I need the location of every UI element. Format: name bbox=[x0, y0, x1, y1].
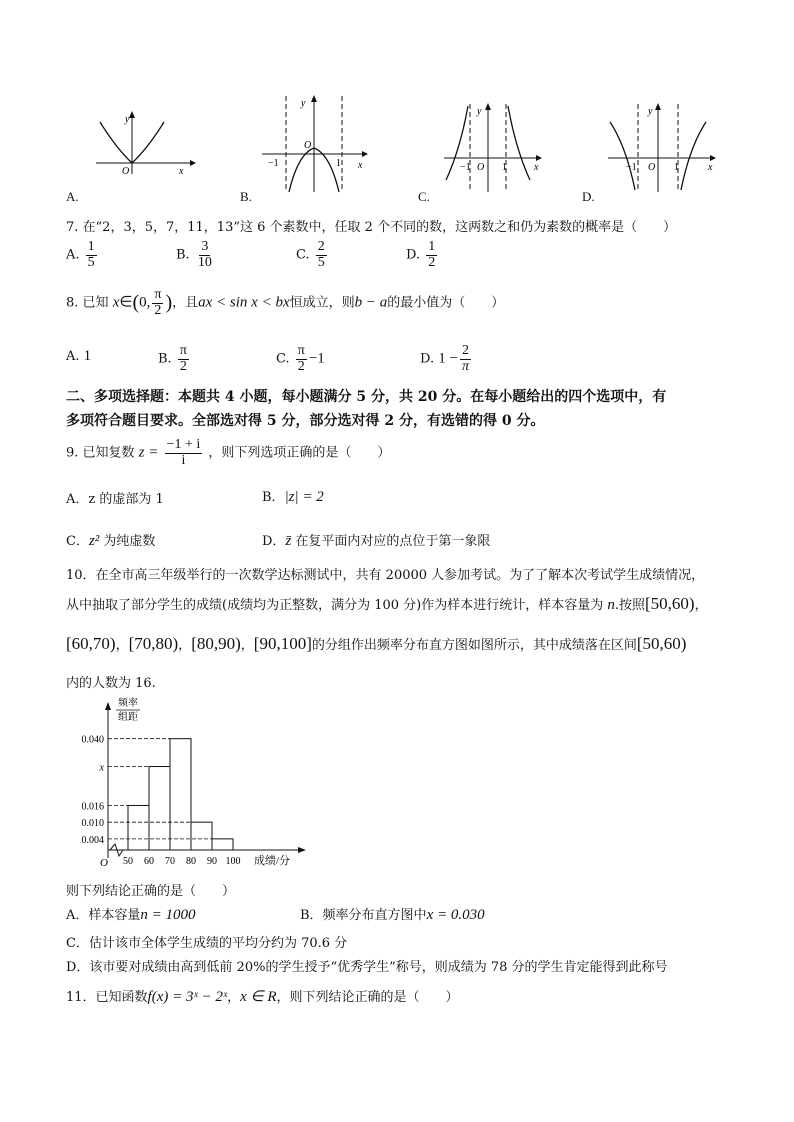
x-tick-label-2: 70 bbox=[165, 856, 175, 867]
q10-interval-50-60: [50,60) bbox=[645, 594, 695, 613]
q8-b-frac bbox=[178, 344, 189, 374]
q8-option-c[interactable] bbox=[276, 344, 325, 374]
q7-c-num: 2 bbox=[317, 239, 325, 254]
y-tick-label-3: 0.010 bbox=[81, 818, 104, 830]
histogram-bar-2 bbox=[170, 739, 191, 850]
q8-b-num: π bbox=[179, 343, 187, 358]
q8-pi: π bbox=[154, 287, 162, 302]
q10-line2d: ， bbox=[694, 598, 708, 613]
q8-a-value: 1 bbox=[83, 348, 92, 364]
q9-c-text: 为纯虚数 bbox=[99, 534, 156, 549]
svg-text:−1: −1 bbox=[460, 162, 471, 173]
svg-text:x: x bbox=[708, 162, 713, 173]
q8-inequality: ax < sin x < bx bbox=[198, 294, 290, 311]
q8-d-label: D. bbox=[420, 351, 435, 367]
q10-line3 bbox=[66, 634, 686, 654]
q9-d-label: D． bbox=[262, 534, 286, 549]
svg-text:y: y bbox=[648, 106, 653, 117]
histogram-bar-3 bbox=[191, 822, 212, 850]
q7-d-den: 2 bbox=[428, 254, 436, 270]
q8-a-label: A. bbox=[66, 349, 80, 364]
q6-label-a[interactable]: A. bbox=[66, 189, 79, 204]
q10-option-b[interactable] bbox=[300, 904, 485, 924]
q9-option-a[interactable]: A．z 的虚部为 1 bbox=[66, 492, 164, 507]
q10-interval-60-70: [60,70) bbox=[66, 634, 116, 653]
q6-label-b[interactable]: B. bbox=[240, 189, 252, 204]
q6-graph-c bbox=[440, 100, 546, 200]
q9-z-eq: z = bbox=[138, 444, 159, 461]
q8-d-frac bbox=[460, 344, 471, 374]
q8-option-b[interactable] bbox=[158, 344, 191, 374]
x-tick-label-3: 80 bbox=[186, 856, 196, 867]
q10-sep2: ， bbox=[178, 638, 192, 653]
q10-after-chart: 则下列结论正确的是（ ） bbox=[66, 884, 236, 899]
q7-option-b-label: B. bbox=[176, 247, 190, 263]
y-axis-arrow bbox=[105, 702, 111, 710]
svg-text:x: x bbox=[534, 162, 539, 173]
svg-text:−1: −1 bbox=[268, 158, 279, 169]
q8-middle: ，且 bbox=[172, 295, 199, 311]
q9-d-text: 在复平面内对应的点位于第一象限 bbox=[291, 534, 491, 549]
q8-d-den: π bbox=[461, 358, 469, 374]
q7-option-d[interactable] bbox=[406, 240, 439, 270]
q7-d-num: 1 bbox=[428, 239, 436, 254]
q7-b-den: 10 bbox=[197, 254, 212, 270]
histogram-svg bbox=[66, 694, 326, 872]
q7-a-num: 1 bbox=[87, 239, 95, 254]
histogram-bar-4 bbox=[212, 839, 233, 850]
q7-option-a[interactable] bbox=[66, 240, 99, 270]
q8-d-num: 2 bbox=[461, 343, 469, 358]
q11-mid: ， bbox=[227, 990, 241, 1005]
q8-suffix2: 的最小值为（ ） bbox=[387, 295, 505, 311]
q10-line3h: 的分组作出频率分布直方图如图所示，其中成绩落在区间 bbox=[311, 638, 637, 653]
q9-suffix: ，则下列选项正确的是（ ） bbox=[208, 445, 391, 461]
q9-c-math: z² bbox=[88, 533, 100, 549]
q7-option-a-label: A. bbox=[66, 247, 80, 263]
svg-text:O: O bbox=[304, 140, 312, 151]
q9-den: i bbox=[181, 452, 186, 468]
q7-c-den: 5 bbox=[317, 254, 325, 270]
svg-text:y: y bbox=[477, 106, 482, 117]
svg-text:O: O bbox=[477, 162, 485, 173]
x-tick-label-5: 100 bbox=[225, 856, 241, 867]
q10-n: n bbox=[607, 597, 615, 613]
q6-graph-a bbox=[92, 108, 198, 182]
q9-d-math: z̄ bbox=[285, 533, 292, 549]
q10-interval-50-60-b: [50,60) bbox=[636, 634, 687, 653]
q7-a-den: 5 bbox=[87, 254, 95, 270]
svg-text:1: 1 bbox=[502, 162, 507, 173]
q9-b-label: B． bbox=[262, 490, 285, 505]
histogram-bar-0 bbox=[128, 805, 149, 850]
ylabel-bottom: 组距 bbox=[118, 712, 138, 723]
q10-line2 bbox=[66, 594, 708, 614]
svg-text:−1: −1 bbox=[626, 162, 637, 173]
q8-b-den: 2 bbox=[179, 358, 187, 374]
q8-option-d[interactable] bbox=[420, 344, 473, 374]
q10-line2b: .按照 bbox=[614, 598, 645, 613]
q11-prefix: 11．已知函数 bbox=[66, 990, 148, 1005]
q8-in: ∈ bbox=[119, 294, 133, 311]
q11-suffix: ，则下列结论正确的是（ ） bbox=[276, 990, 459, 1005]
svg-text:x: x bbox=[179, 166, 184, 177]
q9-b-math: |z| = 2 bbox=[284, 489, 324, 505]
svg-text:1: 1 bbox=[674, 162, 679, 173]
q10-interval-80-90: [80,90) bbox=[191, 634, 241, 653]
q8-stem: 8. 已知 x∈(0, $\frac{\pi}{2}$ )，且ax < sin x < bx恒成立，则b − a的最小值为（ ） bbox=[66, 287, 505, 318]
y-tick-label-4: 0.004 bbox=[81, 834, 104, 846]
section2-heading-line1: 二、多项选择题：本题共 4 小题，每小题满分 5 分，共 20 分。在每小题给出的四个选项中，有 bbox=[66, 389, 667, 405]
section2-heading-line2: 多项符合题目要求。全部选对得 5 分，部分选对得 2 分，有选错的得 0 分。 bbox=[66, 413, 545, 429]
q10-option-a[interactable] bbox=[66, 904, 196, 924]
y-tick-label-1: x bbox=[99, 762, 104, 774]
q8-interval-left: 0, bbox=[139, 294, 151, 311]
q9-option-b[interactable] bbox=[262, 486, 324, 506]
q8-prefix: 8. 已知 bbox=[66, 295, 109, 311]
q7-option-c-label: C. bbox=[296, 247, 310, 263]
svg-text:y: y bbox=[301, 98, 306, 109]
y-tick-label-0: 0.040 bbox=[81, 734, 104, 746]
q7-b-num: 3 bbox=[201, 239, 209, 254]
x-tick-label-4: 90 bbox=[207, 856, 217, 867]
svg-text:x: x bbox=[358, 160, 363, 171]
q10-line1: 10．在全市高三年级举行的一次数学达标测试中，共有 20000 人参加考试。为了了解本次考试学生成绩情况， bbox=[66, 568, 705, 583]
q7-option-a-fraction bbox=[86, 240, 97, 270]
q7-option-d-fraction bbox=[426, 240, 437, 270]
q8-two: 2 bbox=[154, 302, 162, 318]
q8-ba: b − a bbox=[354, 294, 388, 311]
q7-option-d-label: D. bbox=[406, 247, 421, 263]
chart-xlabel: 成绩/分 bbox=[254, 855, 291, 867]
q10-line2a: 从中抽取了部分学生的成绩(成绩均为正整数，满分为 100 分)作为样本进行统计，样本容量为 bbox=[66, 598, 608, 613]
q6-graph-d bbox=[604, 100, 718, 200]
q7-option-b[interactable] bbox=[176, 240, 216, 270]
q10-option-c[interactable]: C．估计该市全体学生成绩的平均分约为 70.6 分 bbox=[66, 936, 348, 951]
x-axis-arrow bbox=[298, 847, 306, 853]
q9-num: −1 + i bbox=[166, 437, 201, 452]
q11-domain: x ∈ R bbox=[240, 989, 277, 1005]
q10-sep1: ， bbox=[115, 638, 129, 653]
q10-line4: 内的人数为 16. bbox=[66, 676, 156, 691]
q7-option-c-fraction bbox=[316, 240, 327, 270]
q8-c-tail: −1 bbox=[308, 350, 325, 367]
svg-text:O: O bbox=[648, 162, 656, 173]
q11-math: f(x) = 3ˣ − 2ˣ bbox=[147, 989, 228, 1005]
q8-suffix1: 恒成立，则 bbox=[289, 295, 355, 311]
q8-interval-frac bbox=[152, 288, 163, 318]
q10-b-math: x = 0.030 bbox=[426, 907, 485, 923]
q10-option-d[interactable]: D．该市要对成绩由高到低前 20%的学生授予“优秀学生”称号，则成绩为 78 分的学生肯定能得到此称号 bbox=[66, 960, 668, 975]
q8-option-a[interactable] bbox=[66, 348, 91, 365]
y-tick-label-2: 0.016 bbox=[81, 801, 104, 813]
q6-label-d[interactable]: D. bbox=[582, 189, 595, 204]
q10-a-math: n = 1000 bbox=[140, 907, 196, 923]
q10-histogram bbox=[66, 694, 326, 876]
q9-prefix: 9. 已知复数 bbox=[66, 445, 135, 461]
q10-interval-90-100: [90,100] bbox=[253, 634, 312, 653]
q10-sep3: ， bbox=[240, 638, 254, 653]
svg-text:O: O bbox=[122, 166, 130, 177]
q9-option-c[interactable] bbox=[66, 530, 155, 550]
svg-text:y: y bbox=[125, 114, 130, 125]
q8-c-frac bbox=[296, 344, 307, 374]
chart-origin: O bbox=[100, 857, 108, 869]
q9-c-label: C． bbox=[66, 534, 89, 549]
q8-b-label: B. bbox=[158, 351, 172, 367]
q9-stem bbox=[66, 438, 390, 468]
q9-option-d[interactable] bbox=[262, 530, 490, 550]
q8-c-label: C. bbox=[276, 351, 290, 367]
q6-graph-b bbox=[258, 92, 370, 200]
ylabel-top: 频率 bbox=[118, 698, 138, 709]
q11-stem bbox=[66, 986, 459, 1006]
q10-interval-70-80: [70,80) bbox=[128, 634, 179, 653]
q6-label-c[interactable]: C. bbox=[418, 189, 430, 204]
q8-var-x: x bbox=[112, 294, 120, 311]
q10-a-label: A．样本容量 bbox=[66, 908, 141, 923]
q8-c-den: 2 bbox=[297, 358, 305, 374]
q7-option-b-fraction bbox=[196, 240, 214, 270]
q8-c-num: π bbox=[297, 343, 305, 358]
q10-b-label: B．频率分布直方图中 bbox=[300, 908, 427, 923]
x-tick-label-1: 60 bbox=[144, 856, 154, 867]
q8-d-head: 1 − bbox=[438, 350, 458, 367]
svg-text:1: 1 bbox=[336, 158, 341, 169]
q9-fraction bbox=[165, 438, 203, 468]
histogram-bar-1 bbox=[149, 767, 170, 850]
q7-stem: 7. 在“2，3，5，7，11，13”这 6 个素数中，任取 2 个不同的数，这两数之和仍为素数的概率是（ ） bbox=[66, 220, 677, 235]
x-tick-label-0: 50 bbox=[123, 856, 133, 867]
q7-option-c[interactable] bbox=[296, 240, 329, 270]
